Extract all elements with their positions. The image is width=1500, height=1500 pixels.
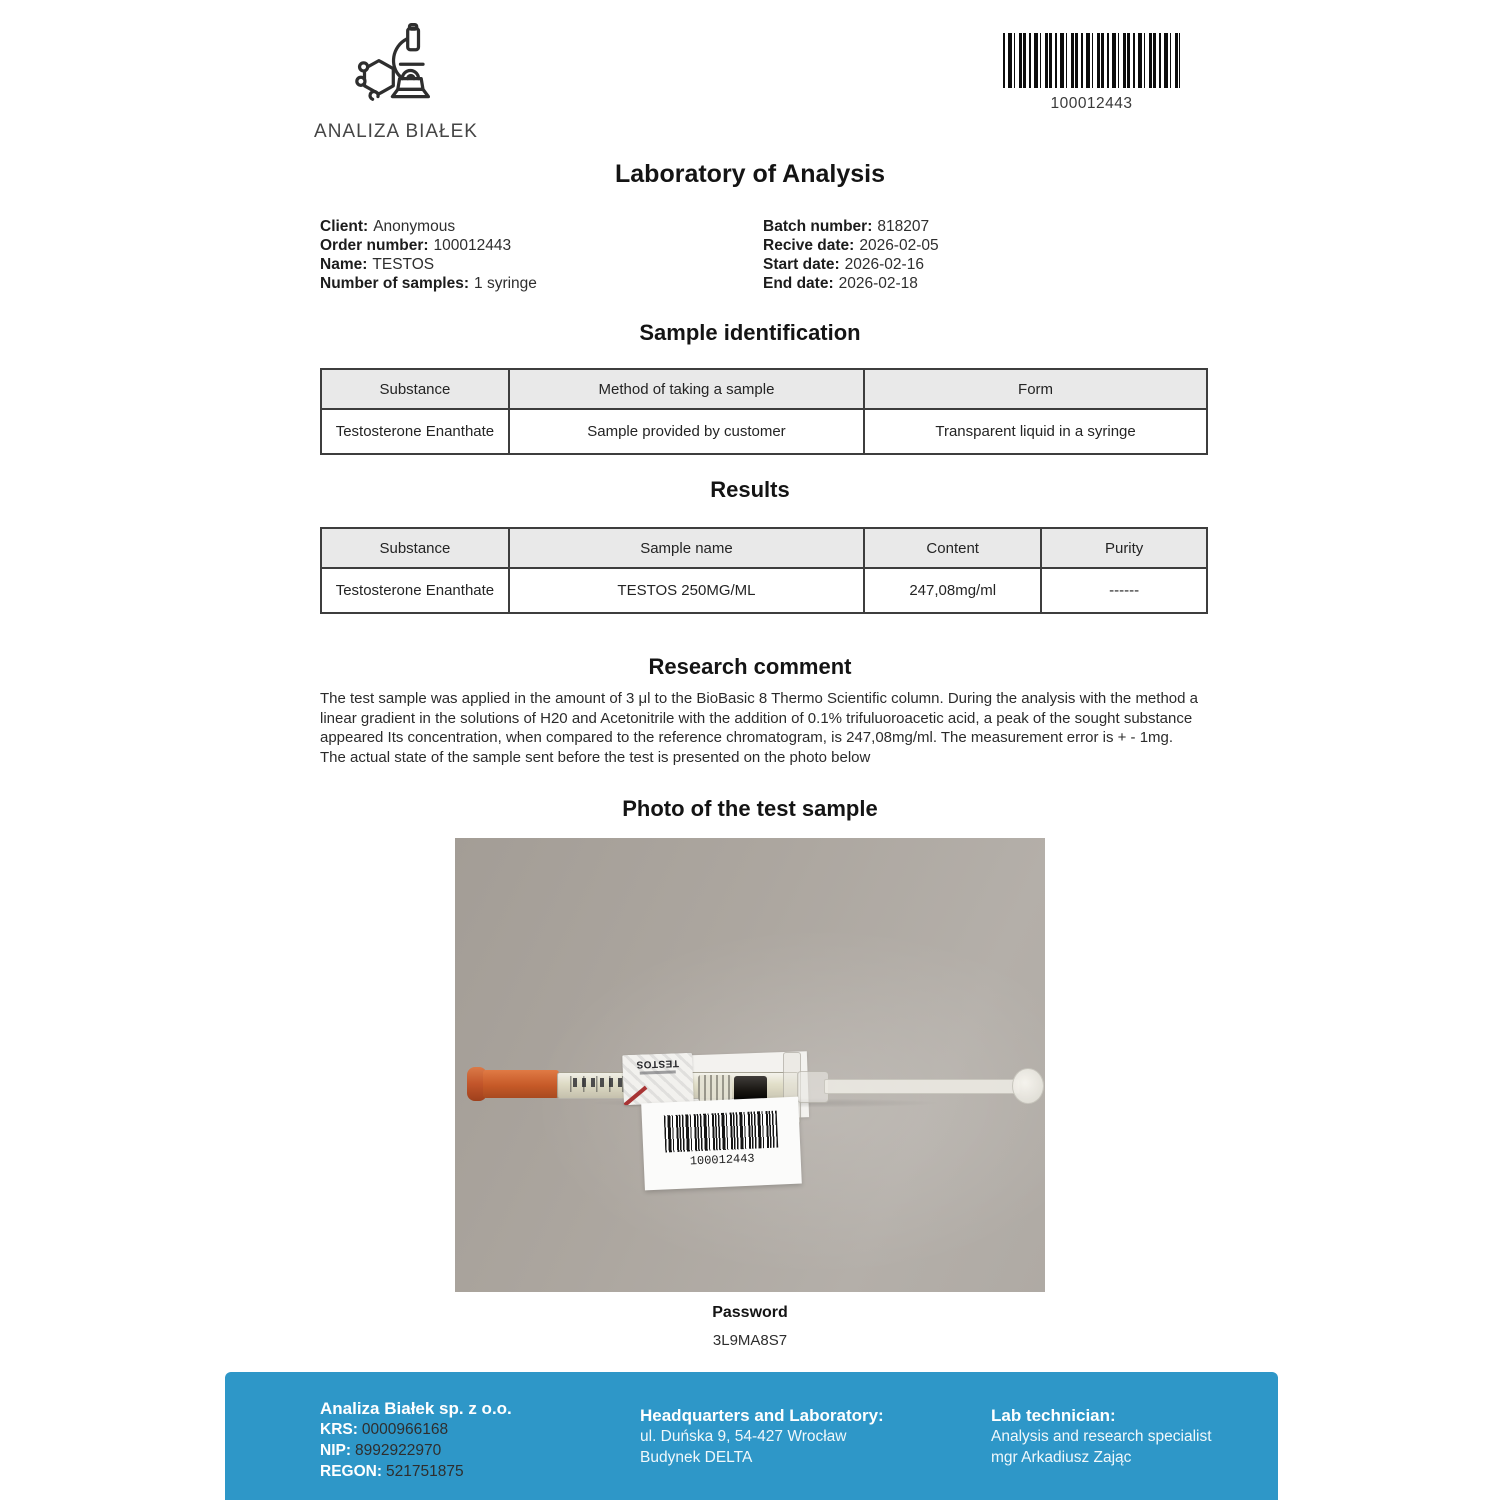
table-header-cell: Purity (1041, 528, 1207, 568)
info-line-start-date (763, 255, 939, 274)
syringe-label (622, 1053, 694, 1105)
photo-barcode-icon (664, 1111, 779, 1153)
footer-regon (320, 1461, 512, 1482)
client-info-block (320, 217, 537, 293)
table-cell: Testosterone Enanthate (321, 568, 509, 613)
photo-heading: Photo of the test sample (622, 796, 878, 821)
footer-lab-technician-block (991, 1405, 1212, 1468)
footer-address-line: Budynek DELTA (640, 1449, 753, 1466)
info-label: Recive date: (763, 237, 855, 254)
brand-name: ANALIZA BIAŁEK (314, 121, 478, 142)
logo-block (306, 20, 486, 143)
info-value: 100012443 (433, 237, 512, 254)
table-cell: TESTOS 250MG/ML (509, 568, 864, 613)
research-comment-heading: Research comment (648, 654, 852, 679)
syringe-cap (483, 1070, 559, 1098)
info-label: Name: (320, 256, 368, 273)
syringe-rib-section (698, 1075, 732, 1101)
table-cell: Testosterone Enanthate (321, 409, 509, 454)
table-header-cell: Method of taking a sample (509, 369, 864, 409)
syringe-label-subline (640, 1070, 676, 1074)
microscope-molecule-logo-icon (351, 20, 441, 112)
footer-headquarters-title: Headquarters and Laboratory: (640, 1406, 884, 1425)
syringe-plunger-rod (824, 1079, 1020, 1094)
table-row (321, 568, 1207, 613)
footer-label: NIP: (320, 1442, 351, 1459)
info-label: Order number: (320, 237, 429, 254)
top-barcode (1003, 33, 1180, 113)
info-line-recive-date (763, 236, 939, 255)
sample-identification-heading: Sample identification (639, 320, 861, 345)
footer-headquarters-block (640, 1405, 884, 1468)
syringe-label-text: TESTOS (635, 1057, 680, 1070)
footer-value: 521751875 (386, 1463, 464, 1480)
top-barcode-number: 100012443 (1050, 95, 1133, 112)
info-line-client (320, 217, 537, 236)
footer-technician-line: Analysis and research specialist (991, 1428, 1212, 1445)
table-header-cell: Content (864, 528, 1041, 568)
table-cell: Transparent liquid in a syringe (864, 409, 1207, 454)
table-header-row (321, 369, 1207, 409)
results-heading: Results (710, 477, 790, 502)
info-value: 2026-02-18 (838, 275, 918, 292)
info-line-name (320, 255, 537, 274)
syringe-label-red-stripe (622, 1086, 647, 1106)
info-line-number-of-samples (320, 274, 537, 293)
table-header-cell: Form (864, 369, 1207, 409)
table-header-cell: Substance (321, 369, 509, 409)
sample-identification-table (320, 368, 1208, 455)
sample-photo (455, 838, 1045, 1292)
footer-value: 8992922970 (355, 1442, 442, 1459)
footer-company-name: Analiza Białek sp. z o.o. (320, 1399, 512, 1418)
table-cell: Sample provided by customer (509, 409, 864, 454)
table-header-cell: Substance (321, 528, 509, 568)
footer-lab-technician-title: Lab technician: (991, 1406, 1116, 1425)
table-header-cell: Sample name (509, 528, 864, 568)
table-cell: 247,08mg/ml (864, 568, 1041, 613)
info-line-end-date (763, 274, 939, 293)
footer-technician-line: mgr Arkadiusz Zając (991, 1449, 1132, 1466)
info-line-batch-number (763, 217, 939, 236)
info-label: Number of samples: (320, 275, 470, 292)
password-label: Password (712, 1304, 788, 1321)
info-value: 2026-02-05 (859, 237, 939, 254)
info-value: 2026-02-16 (844, 256, 924, 273)
footer-nip (320, 1440, 512, 1461)
footer-address-line: ul. Duńska 9, 54-427 Wrocław (640, 1428, 847, 1445)
footer-value: 0000966168 (361, 1421, 449, 1438)
info-value: Anonymous (373, 218, 456, 235)
info-label: Start date: (763, 256, 840, 273)
table-cell: ------ (1041, 568, 1207, 613)
info-value: 1 syringe (474, 275, 537, 292)
footer (225, 1372, 1278, 1500)
table-row (321, 409, 1207, 454)
footer-label: REGON: (320, 1463, 382, 1480)
results-table (320, 527, 1208, 614)
info-label: Batch number: (763, 218, 873, 235)
password-value: 3L9MA8S7 (712, 1332, 788, 1349)
info-label: Client: (320, 218, 369, 235)
table-header-row (321, 528, 1207, 568)
photo-barcode-number: 100012443 (689, 1151, 755, 1169)
info-line-order-number (320, 236, 537, 255)
syringe-scale-print (573, 1078, 628, 1087)
research-comment-text: The test sample was applied in the amount of 3 μl to the BioBasic 8 Thermo Scientific column. During the analysis with the method a linear gradient in the solutions of H20 and Acetonitrile with the addition of 0.1% trifuluoroacetic acid, a peak of the sought substance appeared Its concentration, when compared to the reference chromatogram, is 247,08mg/ml. The measurement error is + - 1mg. The actual state of the sample sent before the test is presented on the photo below (320, 690, 1198, 766)
info-label: End date: (763, 275, 834, 292)
footer-company-block (320, 1398, 512, 1482)
photo-barcode-label (641, 1097, 802, 1191)
barcode-icon (1003, 33, 1180, 88)
footer-krs (320, 1419, 512, 1440)
info-value: 818207 (877, 218, 930, 235)
footer-label: KRS: (320, 1421, 358, 1438)
syringe-thumb-rest (1012, 1068, 1044, 1104)
page-title: Laboratory of Analysis (615, 160, 885, 188)
batch-info-block (763, 217, 939, 293)
info-value: TESTOS (372, 256, 435, 273)
